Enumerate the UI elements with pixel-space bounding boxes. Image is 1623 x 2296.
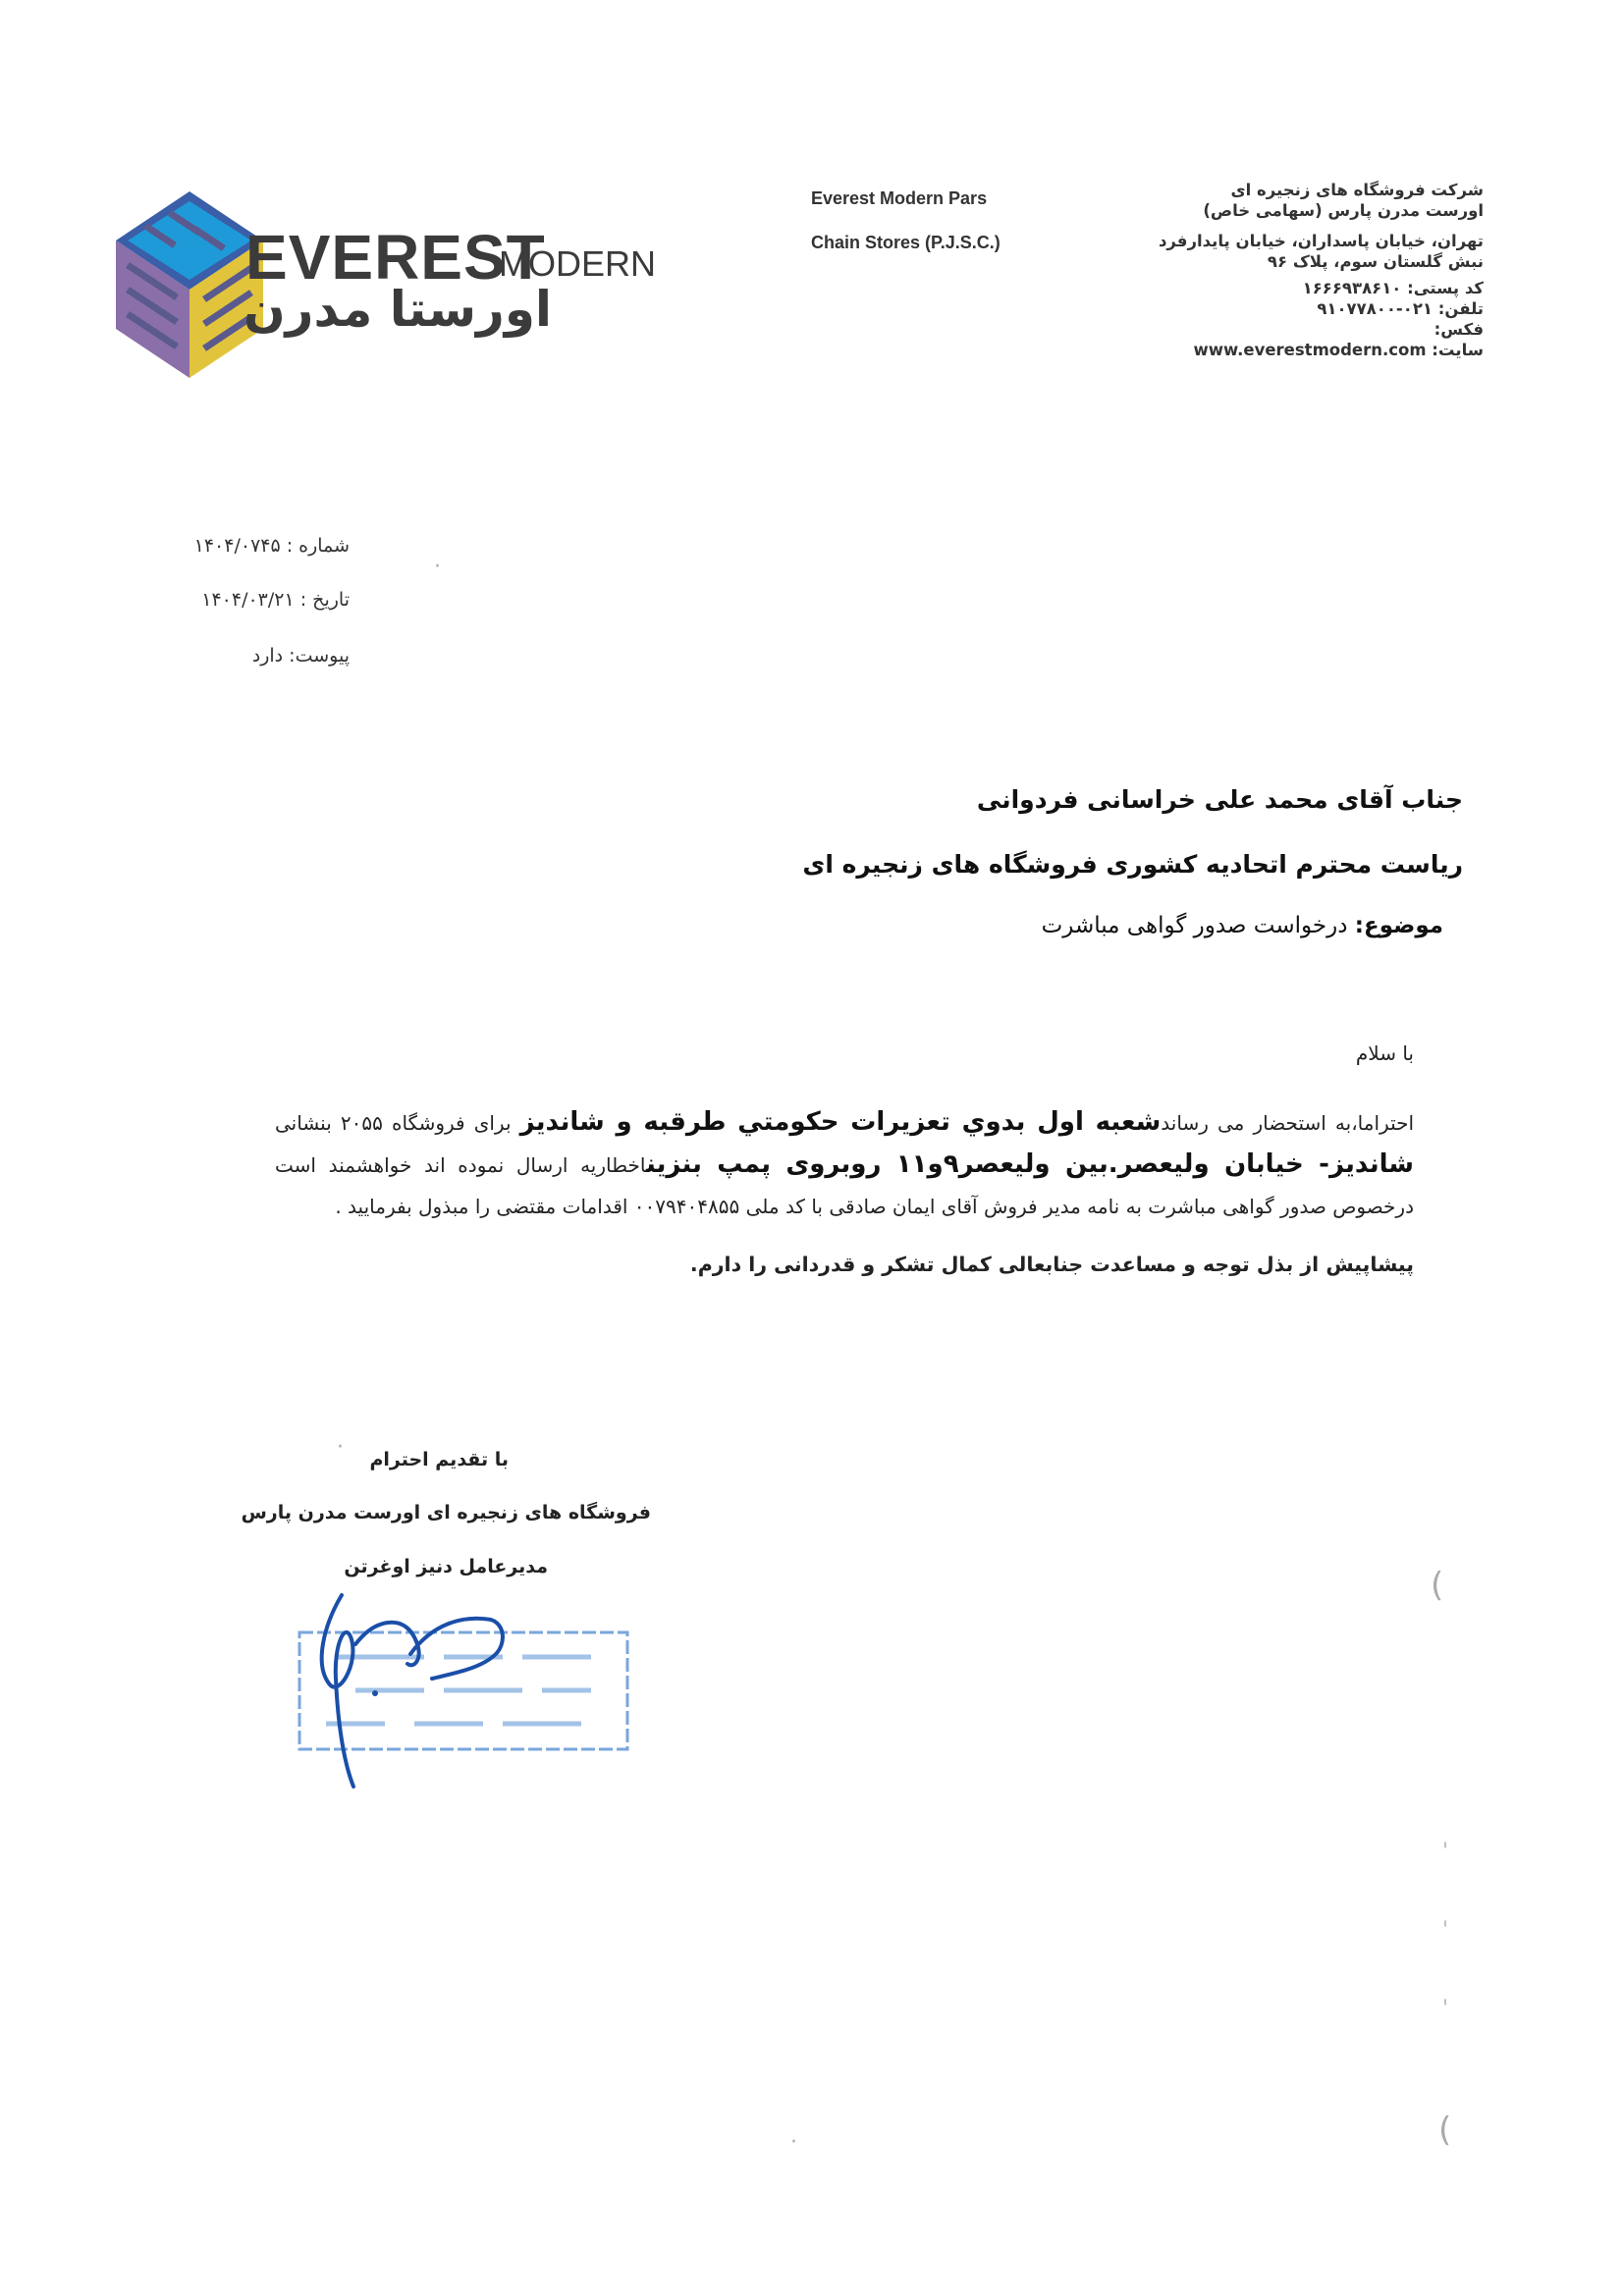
scan-mark: ˌ xyxy=(1442,1826,1449,1850)
signer-company: فروشگاه های زنجیره ای اورست مدرن پارس xyxy=(241,1502,651,1523)
scan-mark: ˌ xyxy=(1442,1983,1449,2007)
company-phone: تلفن: ۰۲۱-۹۱۰۷۷۸۰۰ xyxy=(1317,299,1484,318)
subject-text: درخواست صدور گواهی مباشرت xyxy=(1041,913,1355,938)
company-address-1: تهران، خیابان پاسداران، خیابان پایدارفرد xyxy=(1158,232,1484,250)
scan-mark: · xyxy=(790,2130,797,2155)
company-type-en: Chain Stores (P.J.S.C.) xyxy=(811,233,1001,252)
letter-subject xyxy=(1042,913,1443,938)
addressee-title: ریاست محترم اتحادیه کشوری فروشگاه های زنجیره ای xyxy=(802,850,1463,879)
scan-mark: · xyxy=(337,1435,344,1460)
company-fax: فکس: xyxy=(1434,320,1484,339)
letter-closing: پیشاپیش از بذل توجه و مساعدت جنابعالی کمال تشکر و قدردانی را دارم. xyxy=(689,1253,1414,1276)
logo-wordmark-fa: اورستا مدرن xyxy=(243,281,553,338)
company-postal-code: کد پستی: ۱۶۶۶۹۳۸۶۱۰ xyxy=(1302,279,1484,297)
logo-wordmark: EVEREST xyxy=(245,222,546,293)
letter-number: شماره : ۱۴۰۴/۰۷۴۵ xyxy=(193,535,350,557)
body-store-address: شانديز- خيابان وليعصر.بين وليعصر۹و۱۱ روبروی پمپ بنزين xyxy=(646,1149,1414,1179)
scan-mark: ( xyxy=(1438,2110,1452,2150)
handwritten-signature xyxy=(304,1585,515,1796)
scan-mark: ( xyxy=(1431,1566,1444,1605)
body-store-ref: برای فروشگاه ۲۰۵۵ بنشانی xyxy=(275,1111,520,1135)
letter-attachment: پیوست: دارد xyxy=(251,645,350,667)
company-name-fa: شرکت فروشگاه های زنجیره ای xyxy=(1230,181,1484,199)
company-address-2: نبش گلستان سوم، پلاک ۹۶ xyxy=(1267,252,1484,271)
regards-line: با تقديم احترام xyxy=(369,1449,509,1470)
scan-mark: ˌ xyxy=(1442,1904,1449,1929)
letter-body xyxy=(275,1101,1414,1227)
addressee-name: جناب آقای محمد علی خراسانی فردوانی xyxy=(976,785,1463,814)
subject-label: موضوع: xyxy=(1354,913,1443,938)
company-header-fa xyxy=(1071,180,1484,360)
body-request: اخطاریه ارسال نموده اند خواهشمند است درخصوص صدور گواهی مباشرت به نامه مدیر فروش آقای ایمان صادقی با کد ملی ۰۰۷۹۴۰۴۸۵۵ اقدامات مقتضی را مبذول بفرمایید . xyxy=(275,1153,1414,1218)
greeting: با سلام xyxy=(1355,1041,1414,1065)
company-website: سایت: www.everestmodern.com xyxy=(1193,341,1484,359)
body-court-name: شعبه اول بدوي تعزيرات حكومتي طرقبه و شانديز xyxy=(519,1107,1162,1137)
company-name-fa-2: اورست مدرن پارس (سهامی خاص) xyxy=(1203,201,1484,220)
signer-title: مديرعامل دنيز اوغرتن xyxy=(344,1556,548,1577)
body-intro: احتراما،به استحضار می رساند xyxy=(1161,1111,1415,1135)
letter-date: تاریخ : ۱۴۰۴/۰۳/۲۱ xyxy=(201,589,350,611)
logo-wordmark-small: MODERN xyxy=(499,243,656,284)
company-name-en: Everest Modern Pars xyxy=(811,188,988,208)
scan-mark: · xyxy=(434,555,441,579)
